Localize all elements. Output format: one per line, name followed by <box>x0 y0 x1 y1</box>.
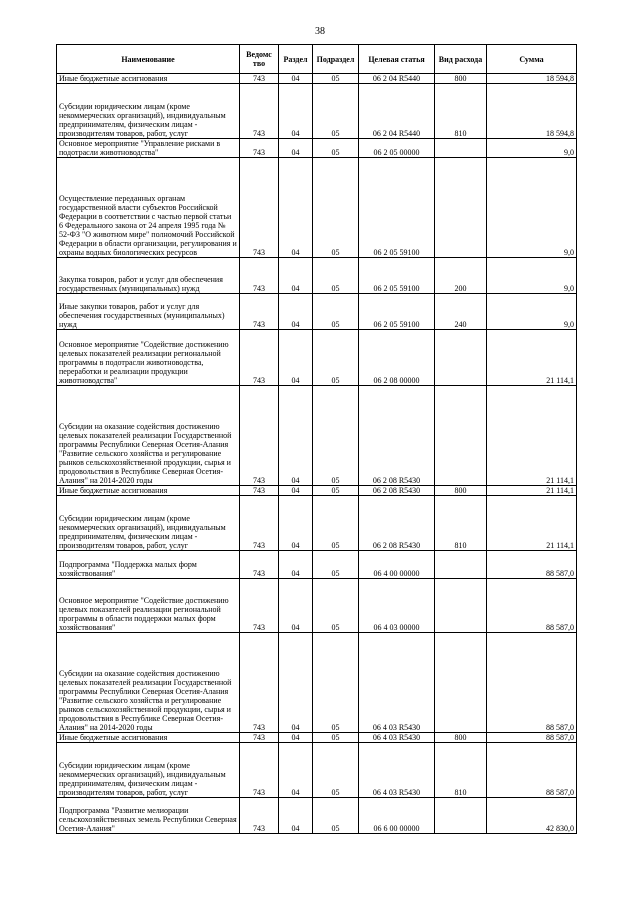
row-expense-type: 810 <box>435 496 487 551</box>
row-department: 743 <box>240 330 279 386</box>
table-row <box>57 798 577 834</box>
row-expense-type <box>435 633 487 733</box>
row-subsection: 05 <box>313 294 359 330</box>
row-name: Субсидии на оказание содействия достижению целевых показателей реализации Государственной программы Республики Северная Осетия-Алания "Развитие сельского хозяйства и регулирование рынков сельскохозяйственной продукции, сырья и продовольствия в Республике Северная Осетия-Алания" на 2014-2020 годы <box>57 386 240 486</box>
table-row <box>57 386 577 486</box>
row-subsection: 05 <box>313 386 359 486</box>
table-row <box>57 258 577 294</box>
row-amount: 9,0 <box>487 139 577 158</box>
row-section: 04 <box>279 84 313 139</box>
row-target-article: 06 2 08 00000 <box>359 330 435 386</box>
row-section: 04 <box>279 496 313 551</box>
row-department: 743 <box>240 579 279 633</box>
row-subsection: 05 <box>313 258 359 294</box>
budget-table <box>56 44 577 834</box>
row-expense-type <box>435 579 487 633</box>
column-header-section: Раздел <box>279 45 313 74</box>
row-expense-type: 800 <box>435 74 487 84</box>
table-row <box>57 743 577 798</box>
row-section: 04 <box>279 386 313 486</box>
table-row <box>57 294 577 330</box>
row-amount: 9,0 <box>487 294 577 330</box>
row-subsection: 05 <box>313 743 359 798</box>
table-row <box>57 486 577 496</box>
row-section: 04 <box>279 633 313 733</box>
row-section: 04 <box>279 139 313 158</box>
row-amount: 42 830,0 <box>487 798 577 834</box>
column-header-amount: Сумма <box>487 45 577 74</box>
row-section: 04 <box>279 743 313 798</box>
row-department: 743 <box>240 551 279 579</box>
row-subsection: 05 <box>313 330 359 386</box>
row-department: 743 <box>240 486 279 496</box>
row-name: Подпрограмма "Развитие мелиорации сельскохозяйственных земель Республики Северная Осетия-Алания" <box>57 798 240 834</box>
row-subsection: 05 <box>313 139 359 158</box>
row-section: 04 <box>279 551 313 579</box>
row-subsection: 05 <box>313 733 359 743</box>
row-amount: 21 114,1 <box>487 386 577 486</box>
row-department: 743 <box>240 74 279 84</box>
page-number: 38 <box>315 26 325 37</box>
row-department: 743 <box>240 733 279 743</box>
row-name: Субсидии на оказание содействия достижению целевых показателей реализации Государственной программы Республики Северная Осетия-Алания "Развитие сельского хозяйства и регулирование рынков сельскохозяйственной продукции, сырья и продовольствия в Республике Северная Осетия-Алания" на 2014-2020 годы <box>57 633 240 733</box>
table-row <box>57 496 577 551</box>
row-target-article: 06 2 05 59100 <box>359 258 435 294</box>
row-section: 04 <box>279 74 313 84</box>
row-subsection: 05 <box>313 798 359 834</box>
row-target-article: 06 4 00 00000 <box>359 551 435 579</box>
row-expense-type: 810 <box>435 743 487 798</box>
row-department: 743 <box>240 294 279 330</box>
row-target-article: 06 2 08 R5430 <box>359 496 435 551</box>
column-header-expense-type: Вид расхода <box>435 45 487 74</box>
row-amount: 88 587,0 <box>487 633 577 733</box>
table-row <box>57 633 577 733</box>
row-target-article: 06 4 03 R5430 <box>359 633 435 733</box>
row-amount: 18 594,8 <box>487 74 577 84</box>
row-name: Иные закупки товаров, работ и услуг для обеспечения государственных (муниципальных) нужд <box>57 294 240 330</box>
row-section: 04 <box>279 733 313 743</box>
row-subsection: 05 <box>313 158 359 258</box>
row-expense-type: 810 <box>435 84 487 139</box>
table-row <box>57 84 577 139</box>
row-name: Иные бюджетные ассигнования <box>57 486 240 496</box>
row-subsection: 05 <box>313 74 359 84</box>
row-target-article: 06 2 05 59100 <box>359 158 435 258</box>
row-department: 743 <box>240 258 279 294</box>
row-name: Субсидии юридическим лицам (кроме некоммерческих организаций), индивидуальным предпринимателям, физическим лицам - производителям товаров, работ, услуг <box>57 743 240 798</box>
table-row <box>57 330 577 386</box>
row-department: 743 <box>240 139 279 158</box>
row-name: Основное мероприятие "Содействие достижению целевых показателей реализации региональной программы в подотрасли животноводства, переработки и реализации продукции животноводства" <box>57 330 240 386</box>
row-subsection: 05 <box>313 579 359 633</box>
row-target-article: 06 4 03 R5430 <box>359 743 435 798</box>
row-section: 04 <box>279 330 313 386</box>
row-target-article: 06 4 03 00000 <box>359 579 435 633</box>
row-department: 743 <box>240 633 279 733</box>
column-header-target-article: Целевая статья <box>359 45 435 74</box>
row-expense-type: 800 <box>435 733 487 743</box>
row-amount: 9,0 <box>487 258 577 294</box>
row-expense-type <box>435 798 487 834</box>
row-name: Основное мероприятие "Содействие достижению целевых показателей реализации региональной программы в области поддержки малых форм хозяйствования" <box>57 579 240 633</box>
column-header-subsection: Подраздел <box>313 45 359 74</box>
row-expense-type: 800 <box>435 486 487 496</box>
row-expense-type <box>435 330 487 386</box>
table-body <box>57 74 577 834</box>
row-name: Подпрограмма "Поддержка малых форм хозяйствования" <box>57 551 240 579</box>
row-amount: 88 587,0 <box>487 743 577 798</box>
row-amount: 9,0 <box>487 158 577 258</box>
row-section: 04 <box>279 158 313 258</box>
row-subsection: 05 <box>313 633 359 733</box>
row-section: 04 <box>279 579 313 633</box>
row-expense-type <box>435 158 487 258</box>
row-expense-type: 240 <box>435 294 487 330</box>
row-expense-type <box>435 139 487 158</box>
table-row <box>57 551 577 579</box>
table-header-row <box>57 45 577 74</box>
row-department: 743 <box>240 84 279 139</box>
row-subsection: 05 <box>313 551 359 579</box>
row-amount: 21 114,1 <box>487 496 577 551</box>
row-department: 743 <box>240 386 279 486</box>
row-name: Закупка товаров, работ и услуг для обеспечения государственных (муниципальных) нужд <box>57 258 240 294</box>
table-row <box>57 74 577 84</box>
table-row <box>57 579 577 633</box>
row-target-article: 06 2 04 R5440 <box>359 84 435 139</box>
row-amount: 88 587,0 <box>487 551 577 579</box>
row-expense-type: 200 <box>435 258 487 294</box>
table-row <box>57 158 577 258</box>
row-expense-type <box>435 551 487 579</box>
row-name: Иные бюджетные ассигнования <box>57 74 240 84</box>
row-department: 743 <box>240 496 279 551</box>
row-section: 04 <box>279 294 313 330</box>
row-subsection: 05 <box>313 486 359 496</box>
row-target-article: 06 2 05 59100 <box>359 294 435 330</box>
row-target-article: 06 2 08 R5430 <box>359 386 435 486</box>
row-amount: 88 587,0 <box>487 579 577 633</box>
row-section: 04 <box>279 486 313 496</box>
row-target-article: 06 2 05 00000 <box>359 139 435 158</box>
row-target-article: 06 2 08 R5430 <box>359 486 435 496</box>
table-row <box>57 139 577 158</box>
row-name: Субсидии юридическим лицам (кроме некоммерческих организаций), индивидуальным предпринимателям, физическим лицам - производителям товаров, работ, услуг <box>57 84 240 139</box>
row-subsection: 05 <box>313 496 359 551</box>
row-target-article: 06 2 04 R5440 <box>359 74 435 84</box>
column-header-name: Наименование <box>57 45 240 74</box>
row-amount: 18 594,8 <box>487 84 577 139</box>
row-department: 743 <box>240 158 279 258</box>
row-amount: 21 114,1 <box>487 330 577 386</box>
row-expense-type <box>435 386 487 486</box>
row-name: Иные бюджетные ассигнования <box>57 733 240 743</box>
row-subsection: 05 <box>313 84 359 139</box>
row-amount: 21 114,1 <box>487 486 577 496</box>
row-section: 04 <box>279 798 313 834</box>
row-amount: 88 587,0 <box>487 733 577 743</box>
row-department: 743 <box>240 743 279 798</box>
table-row <box>57 733 577 743</box>
row-name: Осуществление переданных органам государственной власти субъектов Российской Федерации в соответствии с частью первой статьи 6 Федерального закона от 24 апреля 1995 года № 52-ФЗ "О животном мире" полномочий Российской Федерации в области организации, регулирования и охраны водных биологических ресурсов <box>57 158 240 258</box>
row-target-article: 06 6 00 00000 <box>359 798 435 834</box>
row-name: Субсидии юридическим лицам (кроме некоммерческих организаций), индивидуальным предпринимателям, физическим лицам - производителям товаров, работ, услуг <box>57 496 240 551</box>
row-name: Основное мероприятие "Управление рисками в подотрасли животноводства" <box>57 139 240 158</box>
row-department: 743 <box>240 798 279 834</box>
column-header-department: Ведомс тво <box>240 45 279 74</box>
row-section: 04 <box>279 258 313 294</box>
row-target-article: 06 4 03 R5430 <box>359 733 435 743</box>
